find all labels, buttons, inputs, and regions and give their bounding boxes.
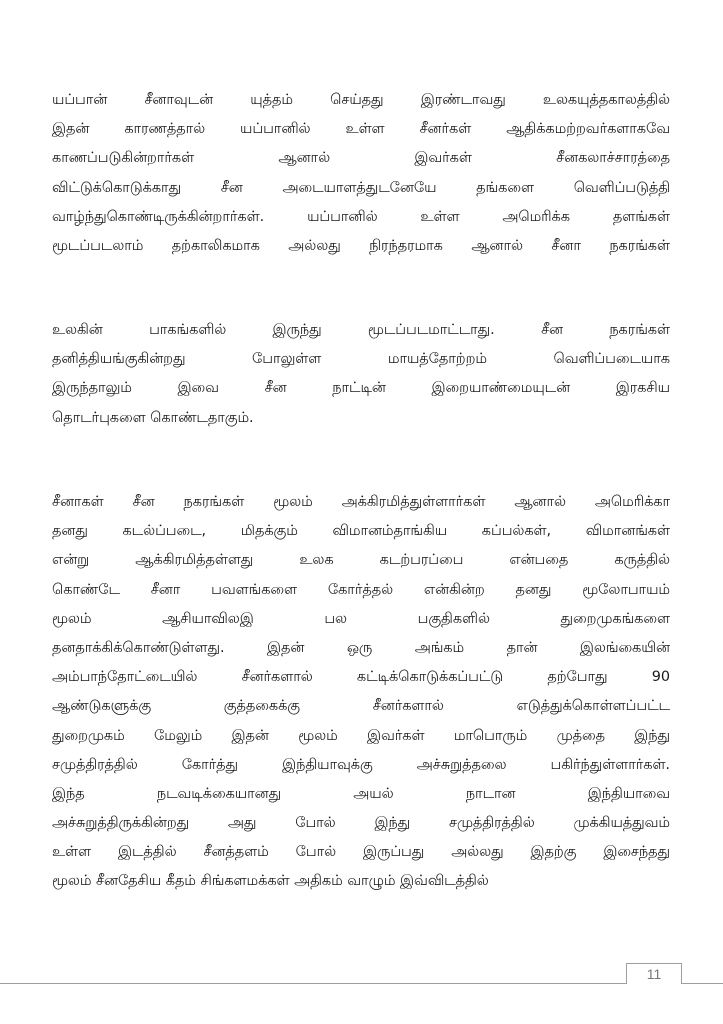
- text-line: மூலம் ஆசியாவிலஇ பல பகுதிகளில் துறைமுகங்களை: [52, 610, 670, 627]
- text-line: மூடப்படலாம் தற்காலிகமாக அல்லது நிரந்தரமாக ஆனால் சீனா நகரங்கள்: [52, 237, 670, 254]
- text-line: இதன் காரணத்தால் யப்பானில் உள்ள சீனர்கள் ஆதிக்கமற்றவர்களாகவே: [52, 121, 670, 138]
- page-number: 11: [646, 966, 662, 982]
- text-line: சீனாகள் சீன நகரங்கள் மூலம் அக்கிரமித்துள்ளார்கள் ஆனால் அமெரிக்கா: [52, 494, 670, 510]
- text-line: உலகின் பாகங்களில் இருந்து மூடப்படமாட்டாது. சீன நகரங்கள்: [52, 322, 670, 338]
- text-line: என்று ஆக்கிரமித்தள்ளது உலக கடற்பரப்பை என்பதை கருத்தில்: [52, 552, 670, 569]
- text-line: தனதாக்கிக்கொண்டுள்ளது. இதன் ஒரு அங்கம் தான் இலங்கையின்: [52, 639, 670, 656]
- text-line: துறைமுகம் மேலும் இதன் மூலம் இவர்கள் மாபொரும் முத்தை இந்து: [52, 727, 670, 744]
- text-line: இருந்தாலும் இவை சீன நாட்டின் இறையாண்மையுடன் இரகசிய: [52, 380, 670, 397]
- paragraph-3: [52, 488, 670, 897]
- text-line: உள்ள இடத்தில் சீனத்தளம் போல் இருப்பது அல்லது இதற்கு இசைந்தது: [52, 844, 670, 861]
- text-line: சமுத்திரத்தில் கோர்த்து இந்தியாவுக்கு அச்சுறுத்தலை பகிர்ந்துள்ளார்கள்.: [52, 756, 670, 773]
- text-line: காணப்படுகின்றார்கள் ஆனால் இவர்கள் சீனகலாச்சாரத்தை: [52, 150, 670, 167]
- text-line: இந்த நடவடிக்கையானது அயல் நாடான இந்தியாவை: [52, 785, 670, 802]
- text-line: வாழ்ந்துகொண்டிருக்கின்றார்கள். யப்பானில் உள்ள அமெரிக்க தளங்கள்: [52, 208, 670, 225]
- text-line: தொடர்புகளை கொண்டதாகும்.: [52, 409, 254, 426]
- text-line: ஆண்டுகளுக்கு குத்தகைக்கு சீனர்களால் எடுத்துக்கொள்ளப்பட்ட: [52, 698, 670, 715]
- text-line: விட்டுக்கொடுக்காது சீன அடையாளத்துடனேயே தங்களை வெளிப்படுத்தி: [52, 179, 670, 196]
- text-line: அம்பாந்தோட்டையில் சீனர்களால் கட்டிக்கொடுக்கப்பட்டு தற்போது 90: [52, 669, 670, 686]
- footer-divider: [0, 983, 723, 984]
- text-line: தனது கடல்ப்படை, மிதக்கும் விமானம்தாங்கிய கப்பல்கள், விமானங்கள்: [52, 523, 670, 540]
- text-line: மூலம் சீனதேசிய கீதம் சிங்களமக்கள் அதிகம் வாழும் இவ்விடத்தில்: [52, 873, 489, 890]
- paragraph-2: [52, 316, 670, 433]
- text-line: யப்பான் சீனாவுடன் யுத்தம் செய்தது இரண்டாவது உலகயுத்தகாலத்தில்: [52, 92, 670, 108]
- text-line: அச்சுறுத்திருக்கின்றது அது போல் இந்து சமுத்திரத்தில் முக்கியத்துவம்: [52, 815, 670, 832]
- text-line: தனித்தியங்குகின்றது போலுள்ள மாயத்தோற்றம் வெளிப்படையாக: [52, 351, 670, 368]
- text-line: கொண்டே சீனா பவளங்களை கோர்த்தல் என்கின்ற தனது மூலோபாயம்: [52, 581, 670, 598]
- paragraph-1: [52, 86, 670, 261]
